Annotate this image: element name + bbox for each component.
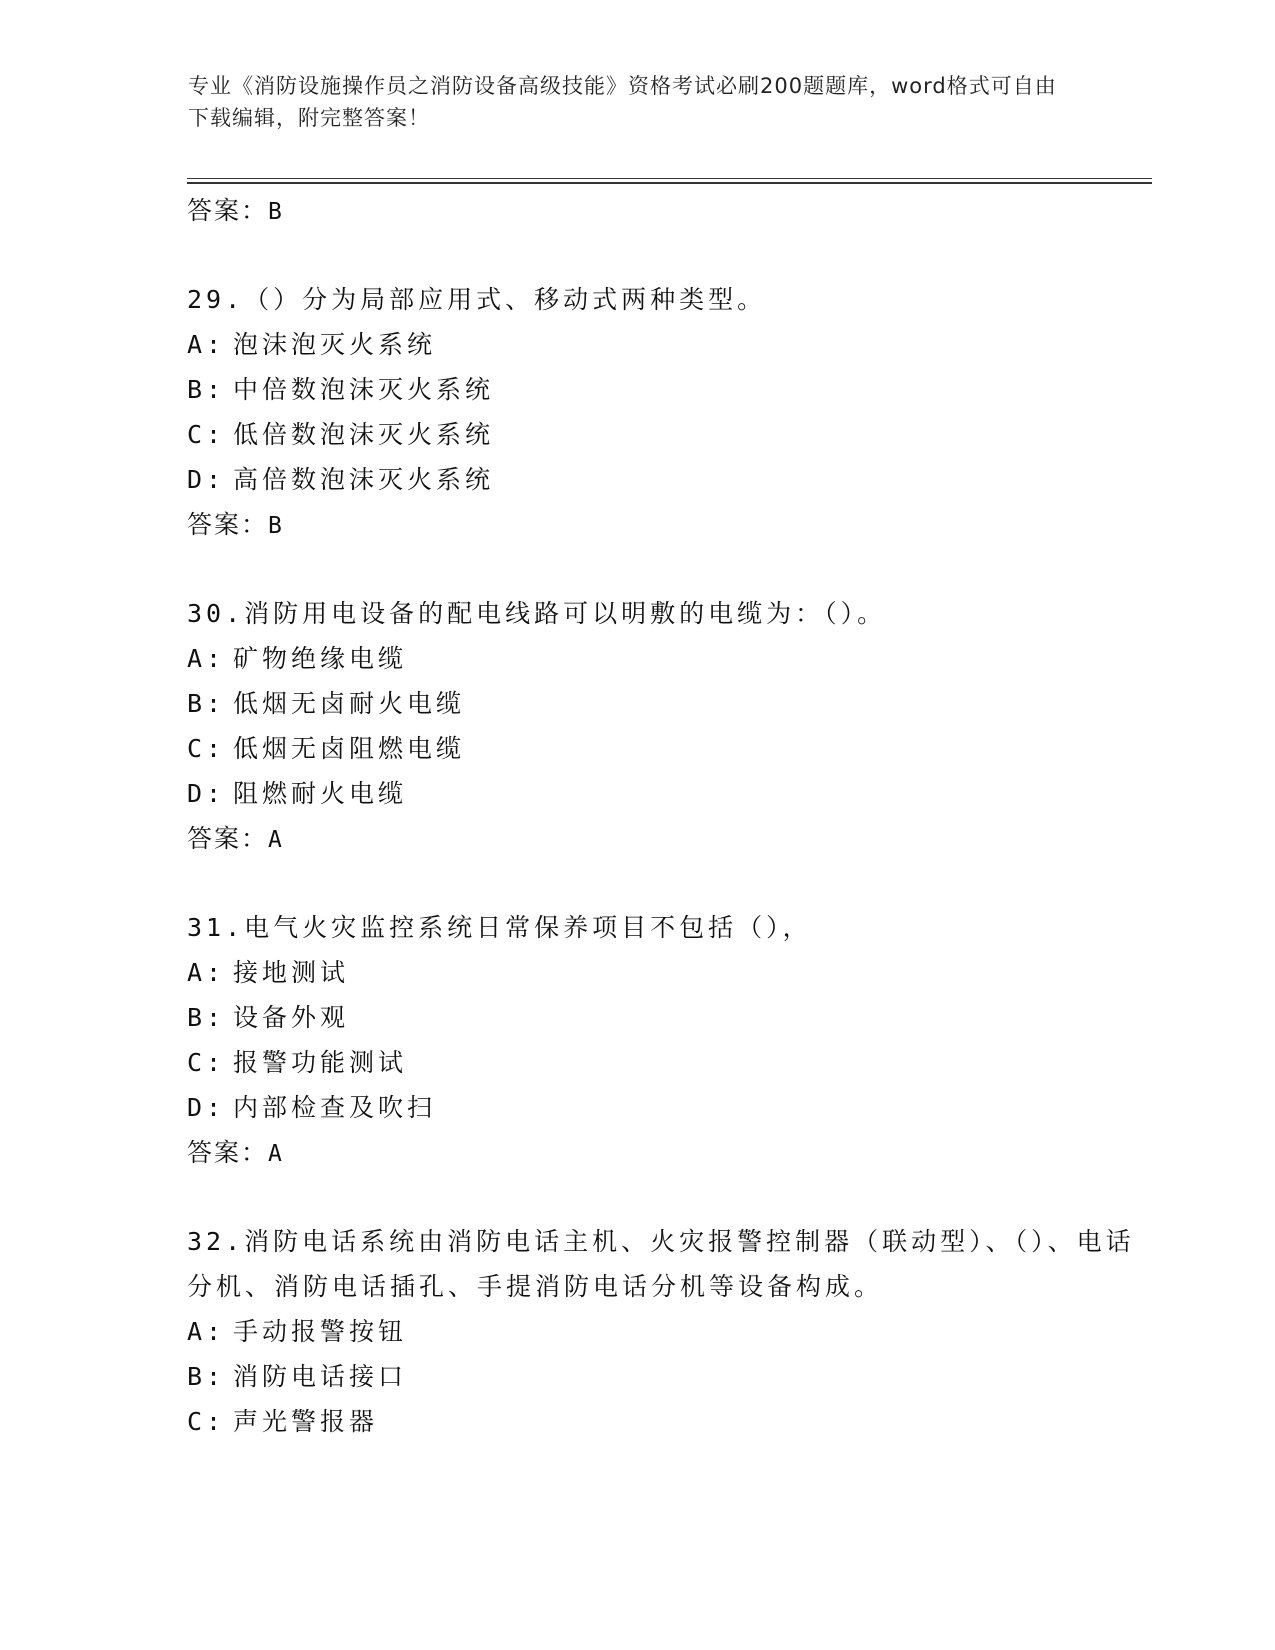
option-text: 矿物绝缘电缆 — [233, 644, 408, 673]
option-b — [187, 995, 1147, 1040]
option-text: 高倍数泡沫灭火系统 — [233, 465, 495, 494]
option-c — [187, 726, 1147, 771]
option-a — [187, 322, 1147, 367]
option-text: 泡沫泡灭火系统 — [233, 330, 437, 359]
option-c — [187, 412, 1147, 457]
option-letter: A: — [187, 330, 226, 359]
option-letter: C: — [187, 734, 226, 763]
answer-label: 答案： — [187, 196, 269, 225]
question-item — [187, 905, 1147, 1175]
question-stem: 31.电气火灾监控系统日常保养项目不包括（）， — [187, 913, 812, 942]
option-c — [187, 1040, 1147, 1085]
option-letter: A: — [187, 958, 226, 987]
answer-line — [187, 502, 1147, 547]
header-divider-thick — [187, 182, 1152, 184]
answer-line — [187, 188, 1147, 233]
option-c — [187, 1399, 1147, 1444]
answer-label: 答案： — [187, 1138, 269, 1167]
option-a — [187, 950, 1147, 995]
header-divider-thin — [187, 178, 1152, 179]
option-a — [187, 1309, 1147, 1354]
option-text: 设备外观 — [233, 1003, 350, 1032]
option-letter: C: — [187, 1407, 226, 1436]
option-letter: D: — [187, 1093, 226, 1122]
option-d — [187, 457, 1147, 502]
option-text: 低烟无卤耐火电缆 — [233, 689, 466, 718]
option-b — [187, 367, 1147, 412]
option-d — [187, 1085, 1147, 1130]
question-stem: 29.（）分为局部应用式、移动式两种类型。 — [187, 285, 767, 314]
option-letter: B: — [187, 689, 226, 718]
question-item — [187, 1219, 1147, 1444]
question-stem: 32.消防电话系统由消防电话主机、火灾报警控制器（联动型）、（）、电话分机、消防电话插孔、手提消防电话分机等设备构成。 — [187, 1227, 1135, 1301]
option-letter: D: — [187, 779, 226, 808]
option-text: 消防电话接口 — [233, 1362, 408, 1391]
option-b — [187, 681, 1147, 726]
option-b — [187, 1354, 1147, 1399]
answer-line — [187, 1130, 1147, 1175]
answer-value: A — [268, 1141, 284, 1167]
option-text: 声光警报器 — [233, 1407, 379, 1436]
option-text: 手动报警按钮 — [233, 1317, 408, 1346]
option-a — [187, 636, 1147, 681]
answer-value: A — [268, 827, 284, 853]
option-text: 接地测试 — [233, 958, 350, 987]
option-letter: B: — [187, 1362, 226, 1391]
option-letter: D: — [187, 465, 226, 494]
page-header: 专业《消防设施操作员之消防设备高级技能》资格考试必刷200题题库，word格式可自由下载编辑，附完整答案！ — [188, 74, 1057, 130]
option-text: 低烟无卤阻燃电缆 — [233, 734, 466, 763]
answer-value: B — [268, 199, 284, 225]
option-letter: B: — [187, 1003, 226, 1032]
question-stem: 30.消防用电设备的配电线路可以明敷的电缆为：（）。 — [187, 599, 887, 628]
option-letter: A: — [187, 644, 226, 673]
option-letter: A: — [187, 1317, 226, 1346]
answer-value: B — [268, 513, 284, 539]
answer-label: 答案： — [187, 824, 269, 853]
option-text: 中倍数泡沫灭火系统 — [233, 375, 495, 404]
question-list — [187, 188, 1147, 1444]
option-letter: B: — [187, 375, 226, 404]
option-text: 内部检查及吹扫 — [233, 1093, 437, 1122]
option-text: 阻燃耐火电缆 — [233, 779, 408, 808]
option-text: 低倍数泡沫灭火系统 — [233, 420, 495, 449]
question-item — [187, 591, 1147, 861]
option-letter: C: — [187, 420, 226, 449]
question-item — [187, 277, 1147, 547]
option-d — [187, 771, 1147, 816]
option-letter: C: — [187, 1048, 226, 1077]
option-text: 报警功能测试 — [233, 1048, 408, 1077]
answer-line — [187, 816, 1147, 861]
answer-label: 答案： — [187, 510, 269, 539]
